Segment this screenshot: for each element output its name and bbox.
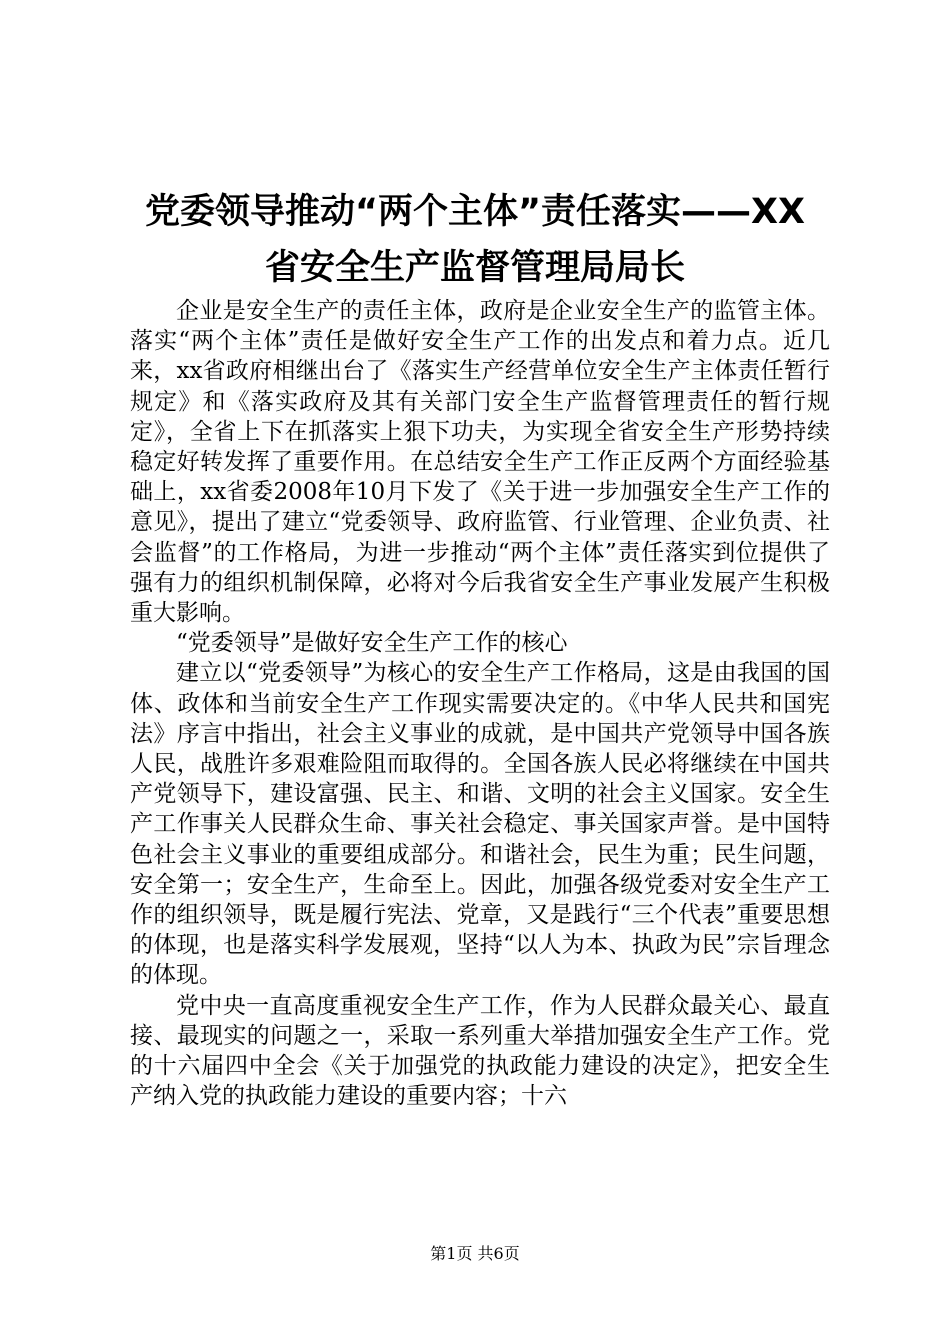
paragraph: 企业是安全生产的责任主体，政府是企业安全生产的监管主体。落实“两个主体”责任是做好安全生产工作的出发点和着力点。近几来，xx省政府相继出台了《落实生产经营单位安全生产主体责任暂行规定》和《落实政府及其有关部门安全生产监督管理责任的暂行规定》，全省上下在抓落实上狠下功夫，为实现全省安全生产形势持续稳定好转发挥了重要作用。在总结安全生产工作正反两个方面经验基础上，xx省委2008年10月下发了《关于进一步加强安全生产工作的意见》，提出了建立“党委领导、政府监管、行业管理、企业负责、社会监督”的工作格局，为进一步推动“两个主体”责任落实到位提供了强有力的组织机制保障，必将对今后我省安全生产事业发展产生积极重大影响。 (130, 298, 830, 627)
paragraph: 建立以“党委领导”为核心的安全生产工作格局，这是由我国的国体、政体和当前安全生产工作现实需要决定的。《中华人民共和国宪法》序言中指出，社会主义事业的成就，是中国共产党领导中国各族人民，战胜许多艰难险阻而取得的。全国各族人民必将继续在中国共产党领导下，建设富强、民主、和谐、文明的社会主义国家。安全生产工作事关人民群众生命、事关社会稳定、事关国家声誉。是中国特色社会主义事业的重要组成部分。和谐社会，民生为重；民生问题，安全第一；安全生产，生命至上。因此，加强各级党委对安全生产工作的组织领导，既是履行宪法、党章，又是践行“三个代表”重要思想的体现，也是落实科学发展观，坚持“以人为本、执政为民”宗旨理念的体现。 (130, 660, 830, 989)
document-title-line-2: 省安全生产监督管理局局长 (264, 248, 685, 288)
document-title-line-1: 党委领导推动“两个主体”责任落实——XX (145, 192, 805, 232)
section-heading: “党委领导”是做好安全生产工作的核心 (176, 630, 568, 657)
page-footer: 第1页 共6页 (430, 1244, 520, 1263)
paragraph: 党中央一直高度重视安全生产工作，作为人民群众最关心、最直接、最现实的问题之一，采取一系列重大举措加强安全生产工作。党的十六届四中全会《关于加强党的执政能力建设的决定》，把安全生产纳入党的执政能力建设的重要内容；十六 (130, 992, 830, 1110)
document-body (130, 296, 830, 1111)
